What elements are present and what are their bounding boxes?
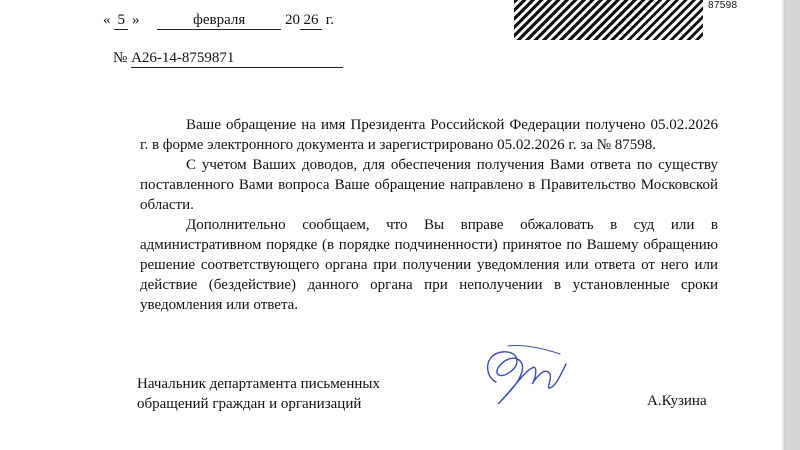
barcode-number: 87598 xyxy=(708,0,738,11)
barcode xyxy=(514,0,703,40)
signatory-position-line2: обращений граждан и организаций xyxy=(137,396,362,412)
registration-prefix: № xyxy=(113,50,128,66)
date-year-prefix: 20 xyxy=(285,12,300,28)
letter-body xyxy=(140,115,718,315)
signatory-position-line1: Начальник департамента письменных xyxy=(137,376,380,392)
body-paragraph-forwarded: С учетом Ваших доводов, для обеспечения получения Вами ответа по существу поставленного Вами вопроса Ваше обращение направлено в Правительство Московской области. xyxy=(140,157,718,213)
registration-number: А26-14-8759871 xyxy=(131,49,343,68)
date-month: февраля xyxy=(157,12,281,30)
registration-number-line xyxy=(113,49,343,68)
date-close-quote: » xyxy=(132,12,140,28)
date-year-abbr: г. xyxy=(325,12,334,28)
body-paragraph-appeal-rights: Дополнительно сообщаем, что Вы вправе обжаловать в суд или в административном порядке (в порядке подчиненности) принятое по Вашему обращению решение соответствующего органа при получении уведомления или ответа от него или действие (бездействие) данного органа при неполучении в установленные сроки уведомления или ответа. xyxy=(140,217,718,313)
body-paragraph-received: Ваше обращение на имя Президента Российской Федерации получено 05.02.2026 г. в форме электронного документа и зарегистрировано 05.02.2026 г. за № 87598. xyxy=(140,117,718,153)
handwritten-signature xyxy=(478,342,570,412)
signatory-name: А.Кузина xyxy=(647,393,707,409)
signatory-position xyxy=(137,374,380,414)
date-open-quote: « xyxy=(103,12,111,28)
letter-date xyxy=(103,12,334,30)
date-year-suffix: 26 xyxy=(300,12,322,30)
date-day: 5 xyxy=(114,12,128,30)
